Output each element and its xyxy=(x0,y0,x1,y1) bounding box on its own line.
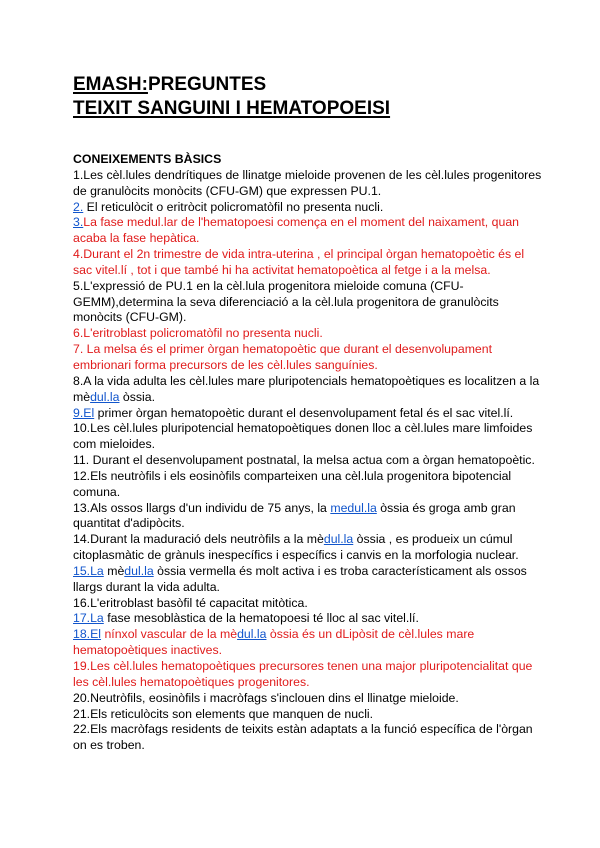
question-item xyxy=(73,501,543,533)
question-text: 4.Durant el 2n trimestre de vida intra-uterina , el principal òrgan hematopoètic és el sac vitel.lí , tot i que també hi ha activitat hematopoètica al fetge i a la melsa. xyxy=(73,247,525,277)
question-text: fase mesoblàstica de la hematopoesi té lloc al sac vitel.lí. xyxy=(103,611,419,626)
question-text: 5.L'expressió de PU.1 en la cèl.lula progenitora mieloide comuna (CFU-GEMM),determina la seva diferenciació a la cèl.lula progenitora de granulòcits monòcits (CFU-GM). xyxy=(73,278,499,325)
inline-link[interactable]: medul.la xyxy=(330,500,377,515)
question-text: primer òrgan hematopoètic durant el desenvolupament fetal és el sac vitel.lí. xyxy=(94,405,514,420)
title-line-2: TEIXIT SANGUINI I HEMATOPOEISI xyxy=(73,98,391,119)
question-text: òssia és groga amb gran quantitat d'adipòcits. xyxy=(73,500,516,531)
question-text: òssia és un dLipòsit de cèl.lules mare hematopoètiques inactives. xyxy=(73,627,475,658)
question-item xyxy=(73,247,543,279)
question-item xyxy=(73,469,543,501)
question-item xyxy=(73,611,543,627)
inline-link[interactable]: dul.la xyxy=(124,563,154,578)
question-item xyxy=(73,168,543,200)
question-item xyxy=(73,374,543,406)
question-item xyxy=(73,532,543,564)
inline-link[interactable]: dul.la xyxy=(323,532,354,547)
question-text: 14.Durant la maduració dels neutròfils a la mè xyxy=(73,532,324,547)
question-text: òssia. xyxy=(119,389,156,404)
question-item xyxy=(73,659,543,691)
question-text: 11. Durant el desenvolupament postnatal, la melsa actua com a òrgan hematopoètic. xyxy=(73,453,535,468)
question-text: 16.L'eritroblast basòfil té capacitat mitòtica. xyxy=(73,595,308,610)
question-item xyxy=(73,200,543,216)
question-item xyxy=(73,722,543,754)
inline-link[interactable]: 17.La xyxy=(73,611,104,626)
question-text: 19.Les cèl.lules hematopoètiques precursores tenen una major pluripotencialitat que les cèl.lules hematopoètiques progenitores. xyxy=(73,659,533,689)
question-item xyxy=(73,406,543,422)
question-item xyxy=(73,215,543,247)
question-text: mè xyxy=(103,563,125,578)
question-text: 13.Als ossos llargs d'un individu de 75 anys, la xyxy=(73,500,331,515)
inline-link[interactable]: 9.El xyxy=(73,405,95,420)
question-text: 7. La melsa és el primer òrgan hematopoètic que durant el desenvolupament embrionari forma precursors de les cèl.lules sanguínies. xyxy=(73,342,493,372)
question-item xyxy=(73,707,543,723)
question-item xyxy=(73,691,543,707)
question-item xyxy=(73,421,543,453)
question-item xyxy=(73,564,543,596)
question-item xyxy=(73,627,543,659)
question-text: 6.L'eritroblast policromatòfil no presenta nucli. xyxy=(73,326,323,341)
question-text: La fase medul.lar de l'hematopoesi comença en el moment del naixament, quan acaba la fase hepàtica. xyxy=(73,215,519,246)
inline-link[interactable]: dul.la xyxy=(237,627,267,642)
document-title xyxy=(73,73,553,121)
question-item xyxy=(73,596,543,612)
inline-link[interactable]: dul.la xyxy=(90,389,120,404)
title-line-1 xyxy=(73,73,553,97)
inline-link[interactable]: 3. xyxy=(73,215,84,230)
title-main: PREGUNTES xyxy=(147,74,267,95)
question-text: 1.Les cèl.lules dendrítiques de llinatge mieloide provenen de les cèl.lules progenitores de granulòcits monòcits (CFU-GM) que expressen PU.1. xyxy=(73,167,542,198)
question-item xyxy=(73,279,543,327)
inline-link[interactable]: 15.La xyxy=(73,563,104,578)
question-text: 22.Els macròfags residents de teixits estàn adaptats a la funció específica de l'òrgan on es troben. xyxy=(73,722,533,753)
question-text: 10.Les cèl.lules pluripotencial hematopoètiques donen lloc a cèl.lules mare limfoides com mieloides. xyxy=(73,421,533,452)
question-text: 8.A la vida adulta les cèl.lules mare pluripotencials hematopoètiques es localitzen a la mè xyxy=(73,373,540,404)
question-text: òssia vermella és molt activa i es troba característicament als ossos llargs durant la vida adulta. xyxy=(73,563,527,594)
inline-link[interactable]: 18.El xyxy=(73,627,102,642)
question-text: òssia , es produeix un cúmul citoplasmàtic de grànuls inespecífics i específics i canvis en la morfologia nuclear. xyxy=(73,532,519,563)
title-prefix: EMASH: xyxy=(73,74,148,95)
question-item xyxy=(73,342,543,374)
question-text: 12.Els neutròfils i els eosinòfils comparteixen una cèl.lula progenitora bipotencial comuna. xyxy=(73,468,512,499)
question-list xyxy=(73,152,543,754)
question-item xyxy=(73,453,543,469)
question-text: El reticulòcit o eritròcit policromatòfil no presenta nucli. xyxy=(83,199,384,214)
question-text: nínxol vascular de la mè xyxy=(101,627,238,642)
question-text: 20.Neutròfils, eosinòfils i macròfags s'inclouen dins el llinatge mieloide. xyxy=(73,690,459,705)
section-title: CONEIXEMENTS BÀSICS xyxy=(73,152,222,166)
inline-link[interactable]: 2. xyxy=(73,199,84,214)
question-text: 21.Els reticulòcits son elements que manquen de nucli. xyxy=(73,706,374,721)
question-item xyxy=(73,326,543,342)
